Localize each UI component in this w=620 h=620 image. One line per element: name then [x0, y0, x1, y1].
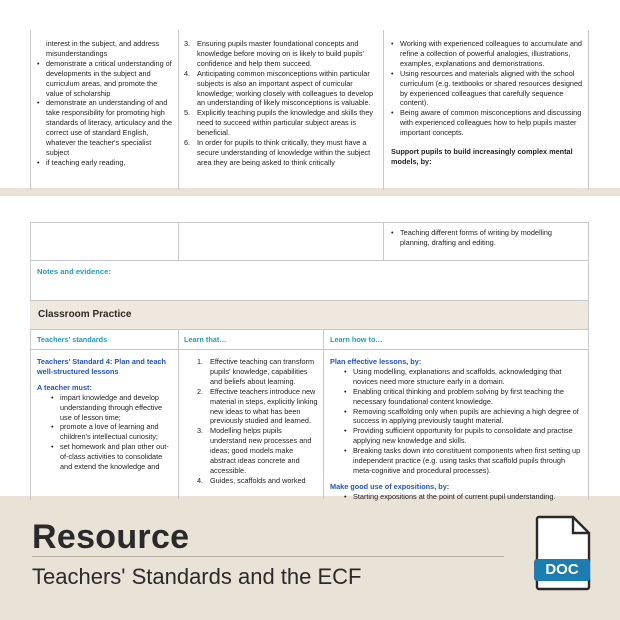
list-item: • impart knowledge and develop understanding through effective use of lesson time; — [51, 393, 174, 423]
resource-title: Resource — [32, 518, 190, 556]
list-item: 4. Guides, scaffolds and worked — [197, 475, 306, 485]
learn-how-cell — [330, 357, 582, 502]
list-item: • Removing scaffolding only when pupils are achieving a high degree of success in applying previously taught material. — [344, 407, 582, 427]
plan-heading: Plan effective lessons, by: — [330, 357, 422, 366]
list-item: • Being aware of common misconceptions and discussing with experienced colleagues how to help pupils master important concepts. — [391, 108, 583, 138]
list-item: • Breaking tasks down into constituent components when first setting up independent practice (e.g. using tasks that scaffold pupils through meta-cognitive and procedural processes). — [344, 446, 582, 476]
list-item: • demonstrate an understanding of and take responsibility for promoting high standards of literacy, articulacy and the correct use of standard English, whatever the teacher's specialist subject — [37, 98, 172, 157]
table-border-col1 — [178, 30, 179, 190]
table-border-left — [30, 30, 31, 190]
list-item: • Teaching different forms of writing by modelling planning, drafting and editing. — [391, 228, 581, 248]
continuation-cell — [391, 228, 581, 248]
notes-label: Notes and evidence: — [37, 267, 111, 276]
list-item: • Working with experienced colleagues to accumulate and refine a collection of powerful analogies, illustrations, examples, explanations and demonstrations. — [391, 39, 583, 69]
list-item: 4. Anticipating common misconceptions within particular subjects is also an important aspect of curricular knowledge; working closely with colleagues to develop an understanding of likely misconceptions is valuable. — [184, 68, 374, 108]
header-learn-that: Learn that… — [184, 335, 227, 344]
doc-badge-label: DOC — [545, 561, 579, 578]
table-border-col2 — [383, 222, 384, 260]
list-item: 6. In order for pupils to think critically, they must have a secure understanding of knowledge within the subject area they are being asked to think critically — [184, 138, 371, 167]
document-page-top — [0, 0, 620, 188]
doc-file-icon — [533, 515, 593, 591]
table-border-col1 — [178, 222, 179, 260]
list-item: • demonstrate a critical understanding of developments in the subject and curriculum areas, and promote the value of scholarship — [37, 59, 172, 99]
section-title: Classroom Practice — [38, 309, 132, 320]
document-page-bottom — [0, 196, 620, 501]
list-item: 3. Ensuring pupils master foundational concepts and knowledge before moving on is likely to build pupils' confidence and help them succeed. — [184, 39, 364, 68]
list-item: 1. Effective teaching can transform pupils' knowledge, capabilities and beliefs about learning. — [197, 357, 315, 386]
table-rule — [30, 329, 589, 330]
list-item: • Starting expositions at the point of current pupil understanding. — [344, 492, 582, 502]
standards-text: interest in the subject, and address misunderstandings — [46, 39, 160, 58]
standards-cell — [37, 39, 172, 168]
learn-that-cell — [184, 39, 376, 168]
table-border-right — [588, 222, 589, 500]
list-item: • Providing sufficient opportunity for pupils to consolidate and practise applying new knowledge and skills. — [344, 426, 582, 446]
table-rule — [30, 260, 589, 261]
list-item: • Enabling critical thinking and problem solving by first teaching the necessary foundational content knowledge. — [344, 387, 582, 407]
table-border-left — [30, 222, 31, 500]
list-item: • set homework and plan other out-of-class activities to consolidate and extend the knowledge and — [51, 442, 174, 472]
teacher-must-label: A teacher must: — [37, 382, 92, 392]
header-standards: Teachers' standards — [37, 335, 108, 344]
table-rule — [30, 222, 589, 223]
list-item: 2. Effective teachers introduce new material in steps, explicitly linking new ideas to what has been previously studied and learned. — [197, 386, 318, 426]
list-item: • Using modelling, explanations and scaffolds, acknowledging that novices need more structure early in a domain. — [344, 367, 582, 387]
table-rule — [30, 349, 589, 350]
list-item: • promote a love of learning and children's intellectual curiosity; — [51, 422, 174, 442]
table-border-right — [588, 30, 589, 190]
table-border-col2 — [323, 329, 324, 499]
list-item: 5. Explicitly teaching pupils the knowledge and skills they need to succeed within particular subject areas is beneficial. — [184, 108, 374, 138]
list-item: 3. Modelling helps pupils understand new processes and ideas; good models make abstract ideas concrete and accessible. — [197, 426, 312, 475]
standard-cell — [37, 357, 174, 472]
footer-divider — [32, 556, 504, 557]
header-learn-how: Learn how to… — [330, 335, 383, 344]
list-item: • Using resources and materials aligned with the school curriculum (e.g. textbooks or shared resources designed by experienced colleagues that carefully sequence content). — [391, 69, 583, 109]
table-border-col2 — [383, 30, 384, 190]
learn-how-cell — [391, 39, 583, 167]
resource-subtitle: Teachers' Standards and the ECF — [32, 564, 362, 589]
learn-that-cell — [197, 357, 318, 486]
expo-heading: Make good use of expositions, by: — [330, 481, 450, 491]
table-border-col1 — [178, 329, 179, 499]
standard-title: Teachers' Standard 4: Plan and teach well-structured lessons — [37, 357, 166, 376]
list-item: • if teaching early reading, — [37, 158, 172, 168]
subheading: Support pupils to build increasingly complex mental models, by: — [391, 147, 573, 166]
